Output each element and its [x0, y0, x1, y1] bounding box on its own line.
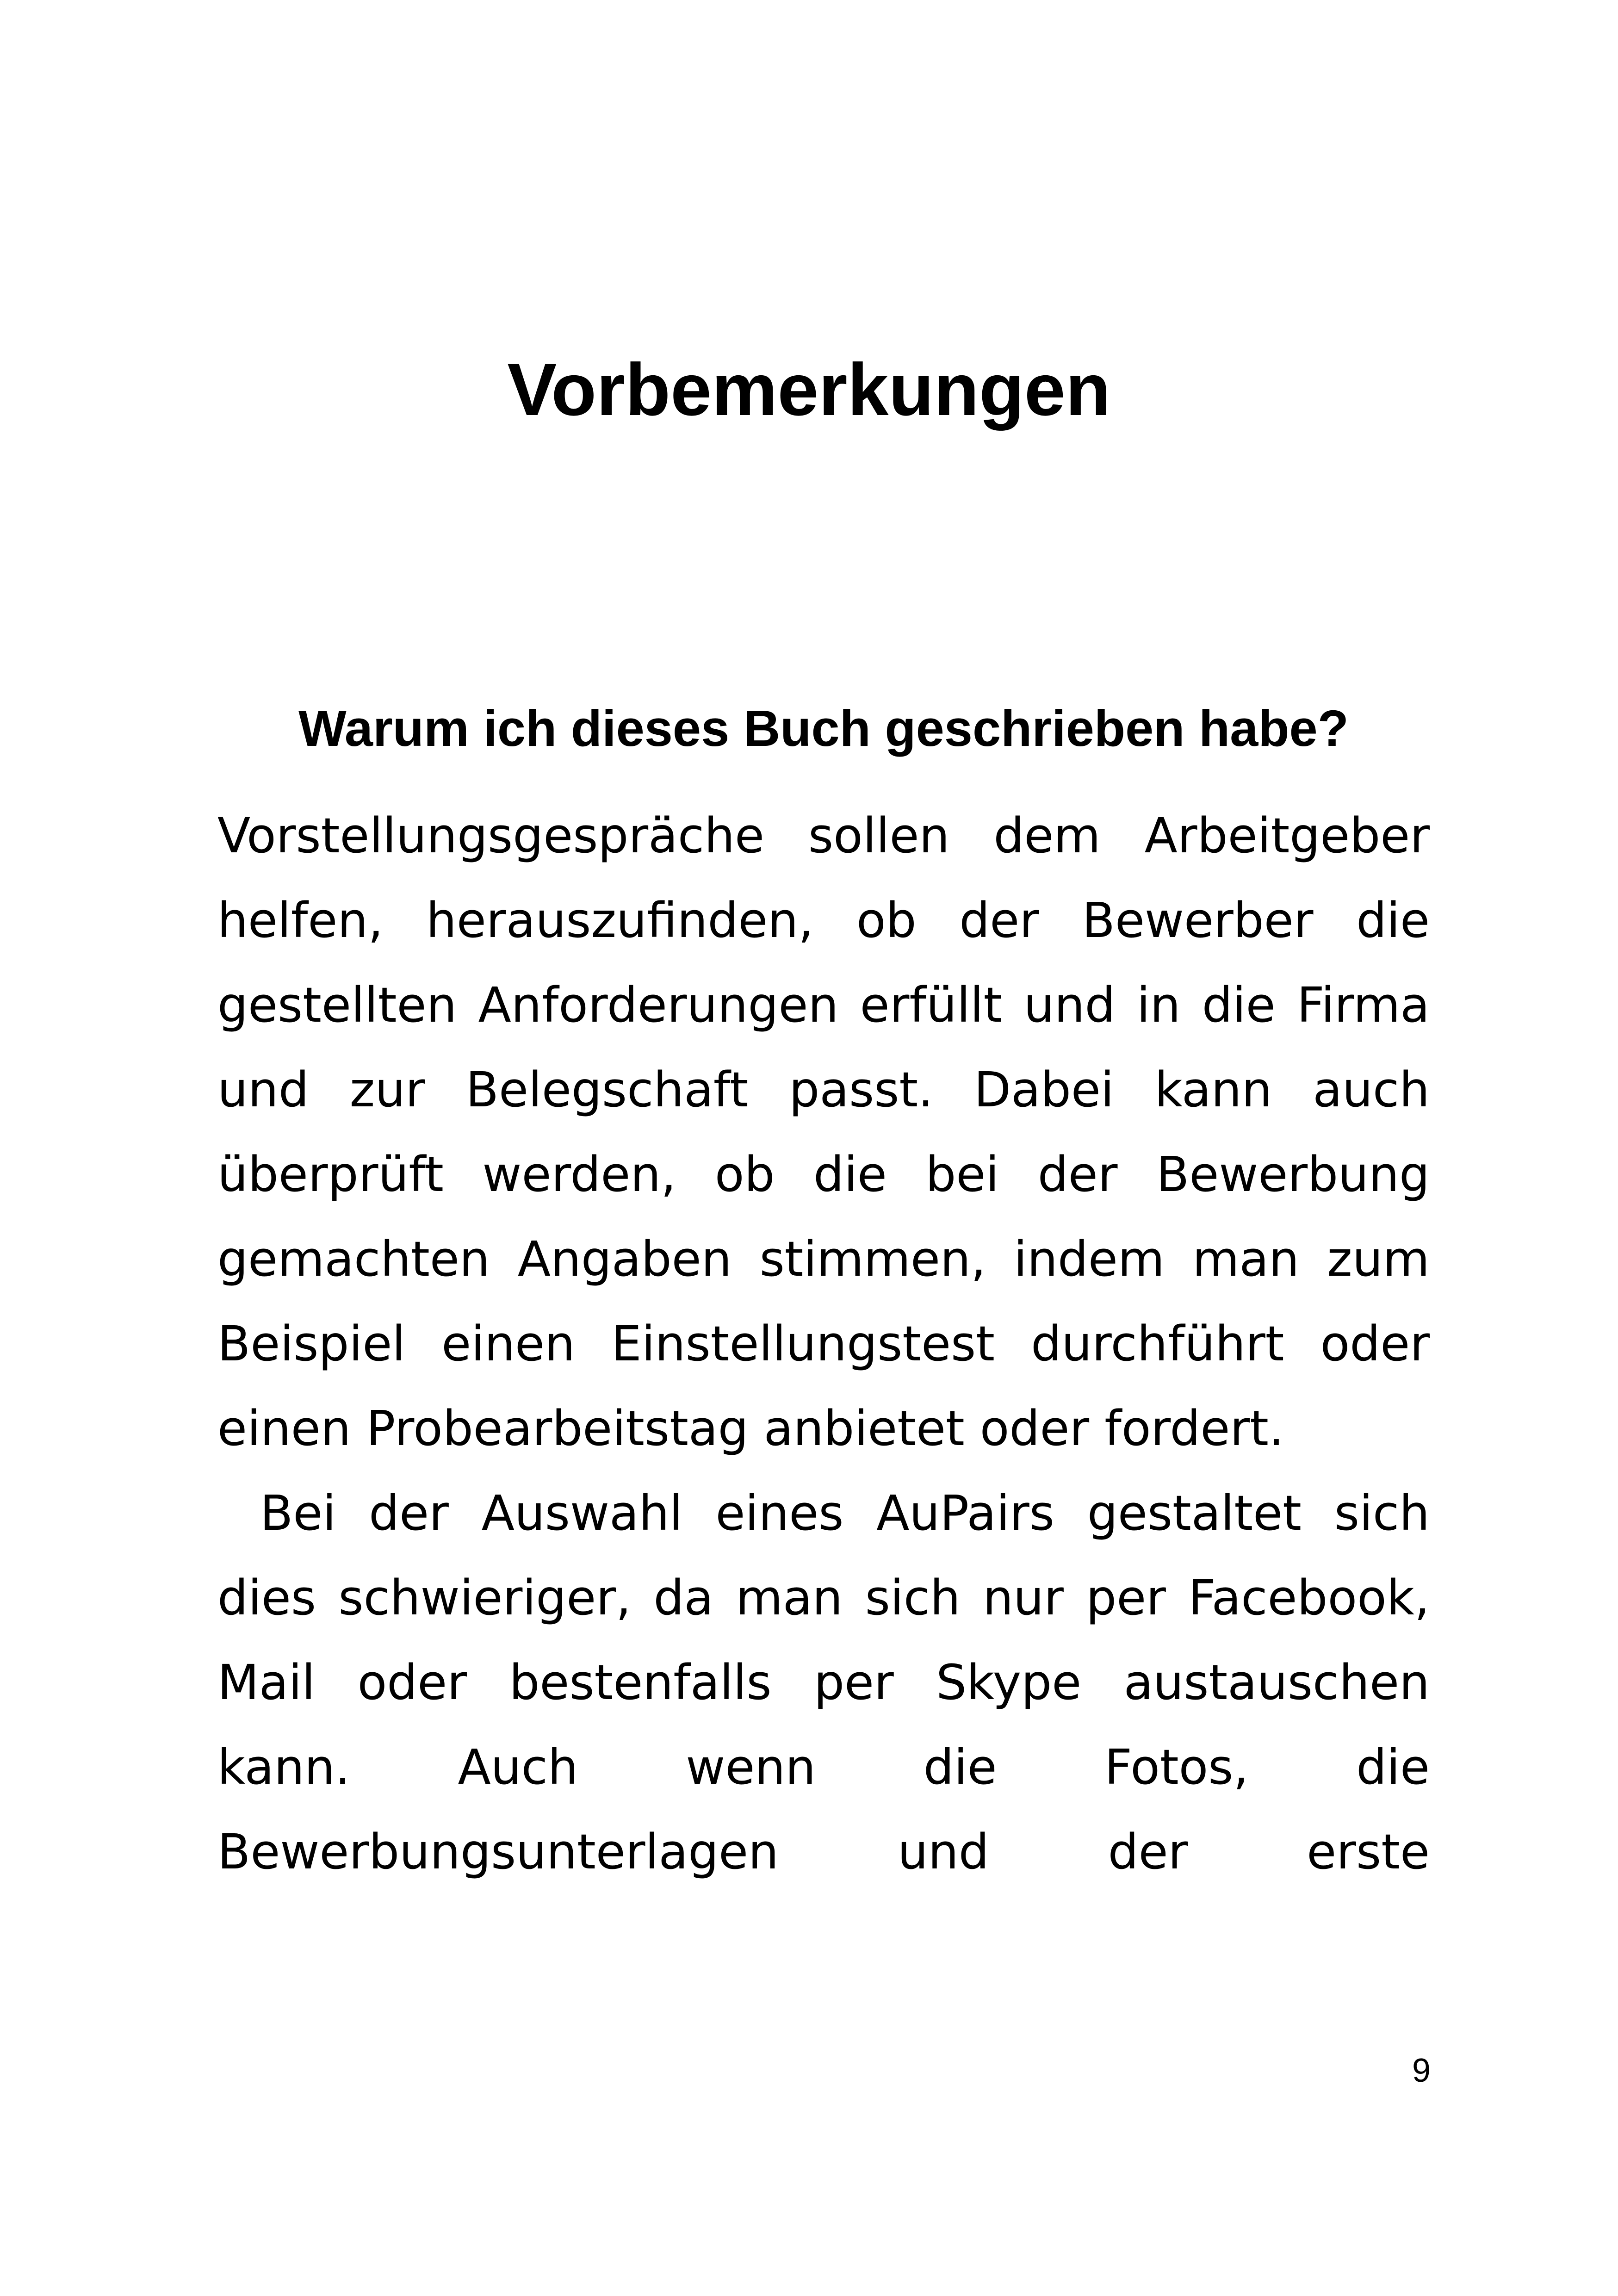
section-heading: Warum ich dieses Buch geschrieben habe?	[298, 700, 1349, 757]
paragraph-1: Vorstellungsgespräche sollen dem Arbeitgeber helfen, herauszufinden, ob der Bewerber die gestellten Anforderungen erfüllt und in die Firma und zur Belegschaft passt. Dabei kann auch überprüft werden, ob die bei der Bewerbung gemachten Angaben stimmen, indem man zum Beispiel einen Einstellungstest durchführt oder einen Probearbeitstag anbietet oder fordert.	[217, 807, 1430, 1457]
body-text	[217, 794, 1430, 1894]
chapter-title: Vorbemerkungen	[507, 348, 1111, 431]
paragraph-2: Bei der Auswahl eines AuPairs gestaltet sich dies schwieriger, da man sich nur per Facebook, Mail oder bestenfalls per Skype austauschen kann. Auch wenn die Fotos, die Bewerbungsunterlagen und der erste	[217, 1485, 1430, 1880]
page-number: 9	[1412, 2052, 1431, 2089]
